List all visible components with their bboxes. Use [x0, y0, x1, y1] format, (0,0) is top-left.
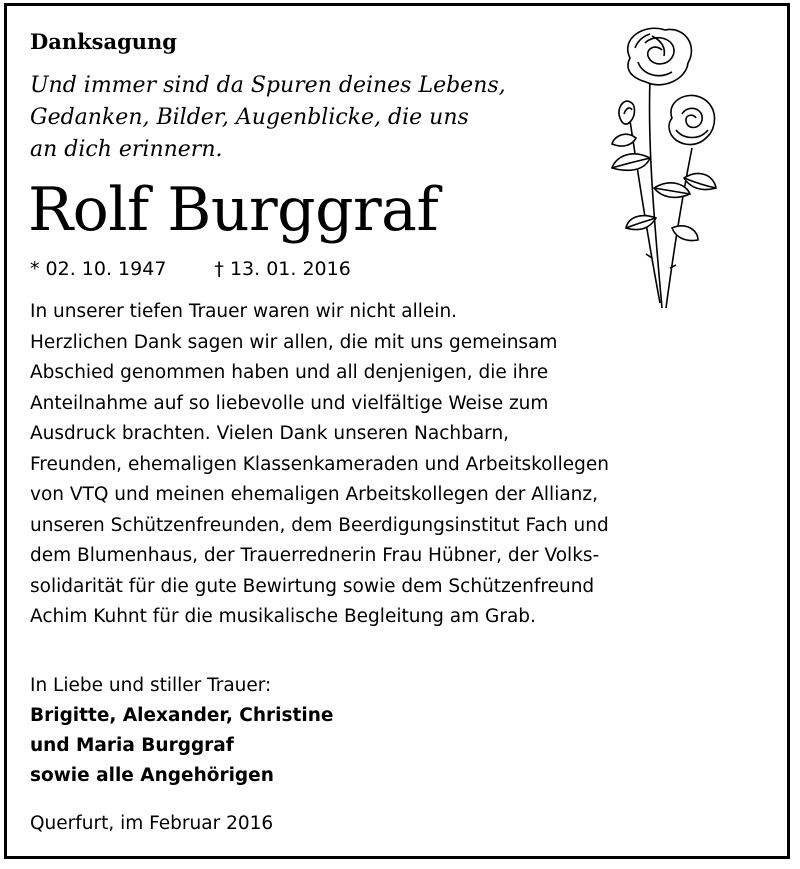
thanks-line: Freunden, ehemaligen Klassenkameraden und Arbeitskollegen [30, 453, 609, 475]
verse-line: Gedanken, Bilder, Augenblicke, die uns [30, 105, 469, 130]
memorial-verse [30, 70, 610, 166]
life-dates [30, 258, 351, 280]
thanks-line: dem Blumenhaus, der Trauerrednerin Frau Hübner, der Volks- [30, 545, 600, 566]
death-date: † 13. 01. 2016 [214, 258, 351, 280]
thanks-line: Ausdruck brachten. Vielen Dank unseren Nachbarn, [30, 423, 510, 444]
rose-illustration-icon [590, 18, 720, 318]
thanks-line: Abschied genommen haben und all denjenigen, die ihre [30, 362, 549, 383]
thanks-line: von VTQ und meinen ehemaligen Arbeitskollegen der Allianz, [30, 484, 598, 505]
thanks-line: unseren Schützenfreunden, dem Beerdigungsinstitut Fach und [30, 514, 609, 536]
thanks-text [30, 297, 790, 633]
thanks-line: In unserer tiefen Trauer waren wir nicht allein. [30, 301, 458, 322]
verse-line: Und immer sind da Spuren deines Lebens, [30, 73, 506, 98]
deceased-name: Rolf Burggraf [28, 175, 439, 245]
birth-date: * 02. 10. 1947 [30, 258, 167, 280]
thanks-line: Achim Kuhnt für die musikalische Begleitung am Grab. [30, 606, 536, 627]
signatory-line: sowie alle Angehörigen [30, 765, 274, 786]
notice-heading: Danksagung [30, 29, 177, 54]
signatory-line: Brigitte, Alexander, Christine [30, 705, 334, 726]
verse-line: an dich erinnern. [30, 137, 223, 162]
place-date: Querfurt, im Februar 2016 [30, 813, 274, 834]
thanks-line: solidarität für die gute Bewirtung sowie dem Schützenfreund [30, 575, 595, 597]
closing-block [30, 671, 530, 791]
thanks-line: Herzlichen Dank sagen wir allen, die mit uns gemeinsam [30, 331, 558, 353]
thanks-line: Anteilnahme auf so liebevolle und vielfältige Weise zum [30, 392, 549, 414]
signatory-line: und Maria Burggraf [30, 735, 234, 756]
closing-intro: In Liebe und stiller Trauer: [30, 675, 272, 696]
